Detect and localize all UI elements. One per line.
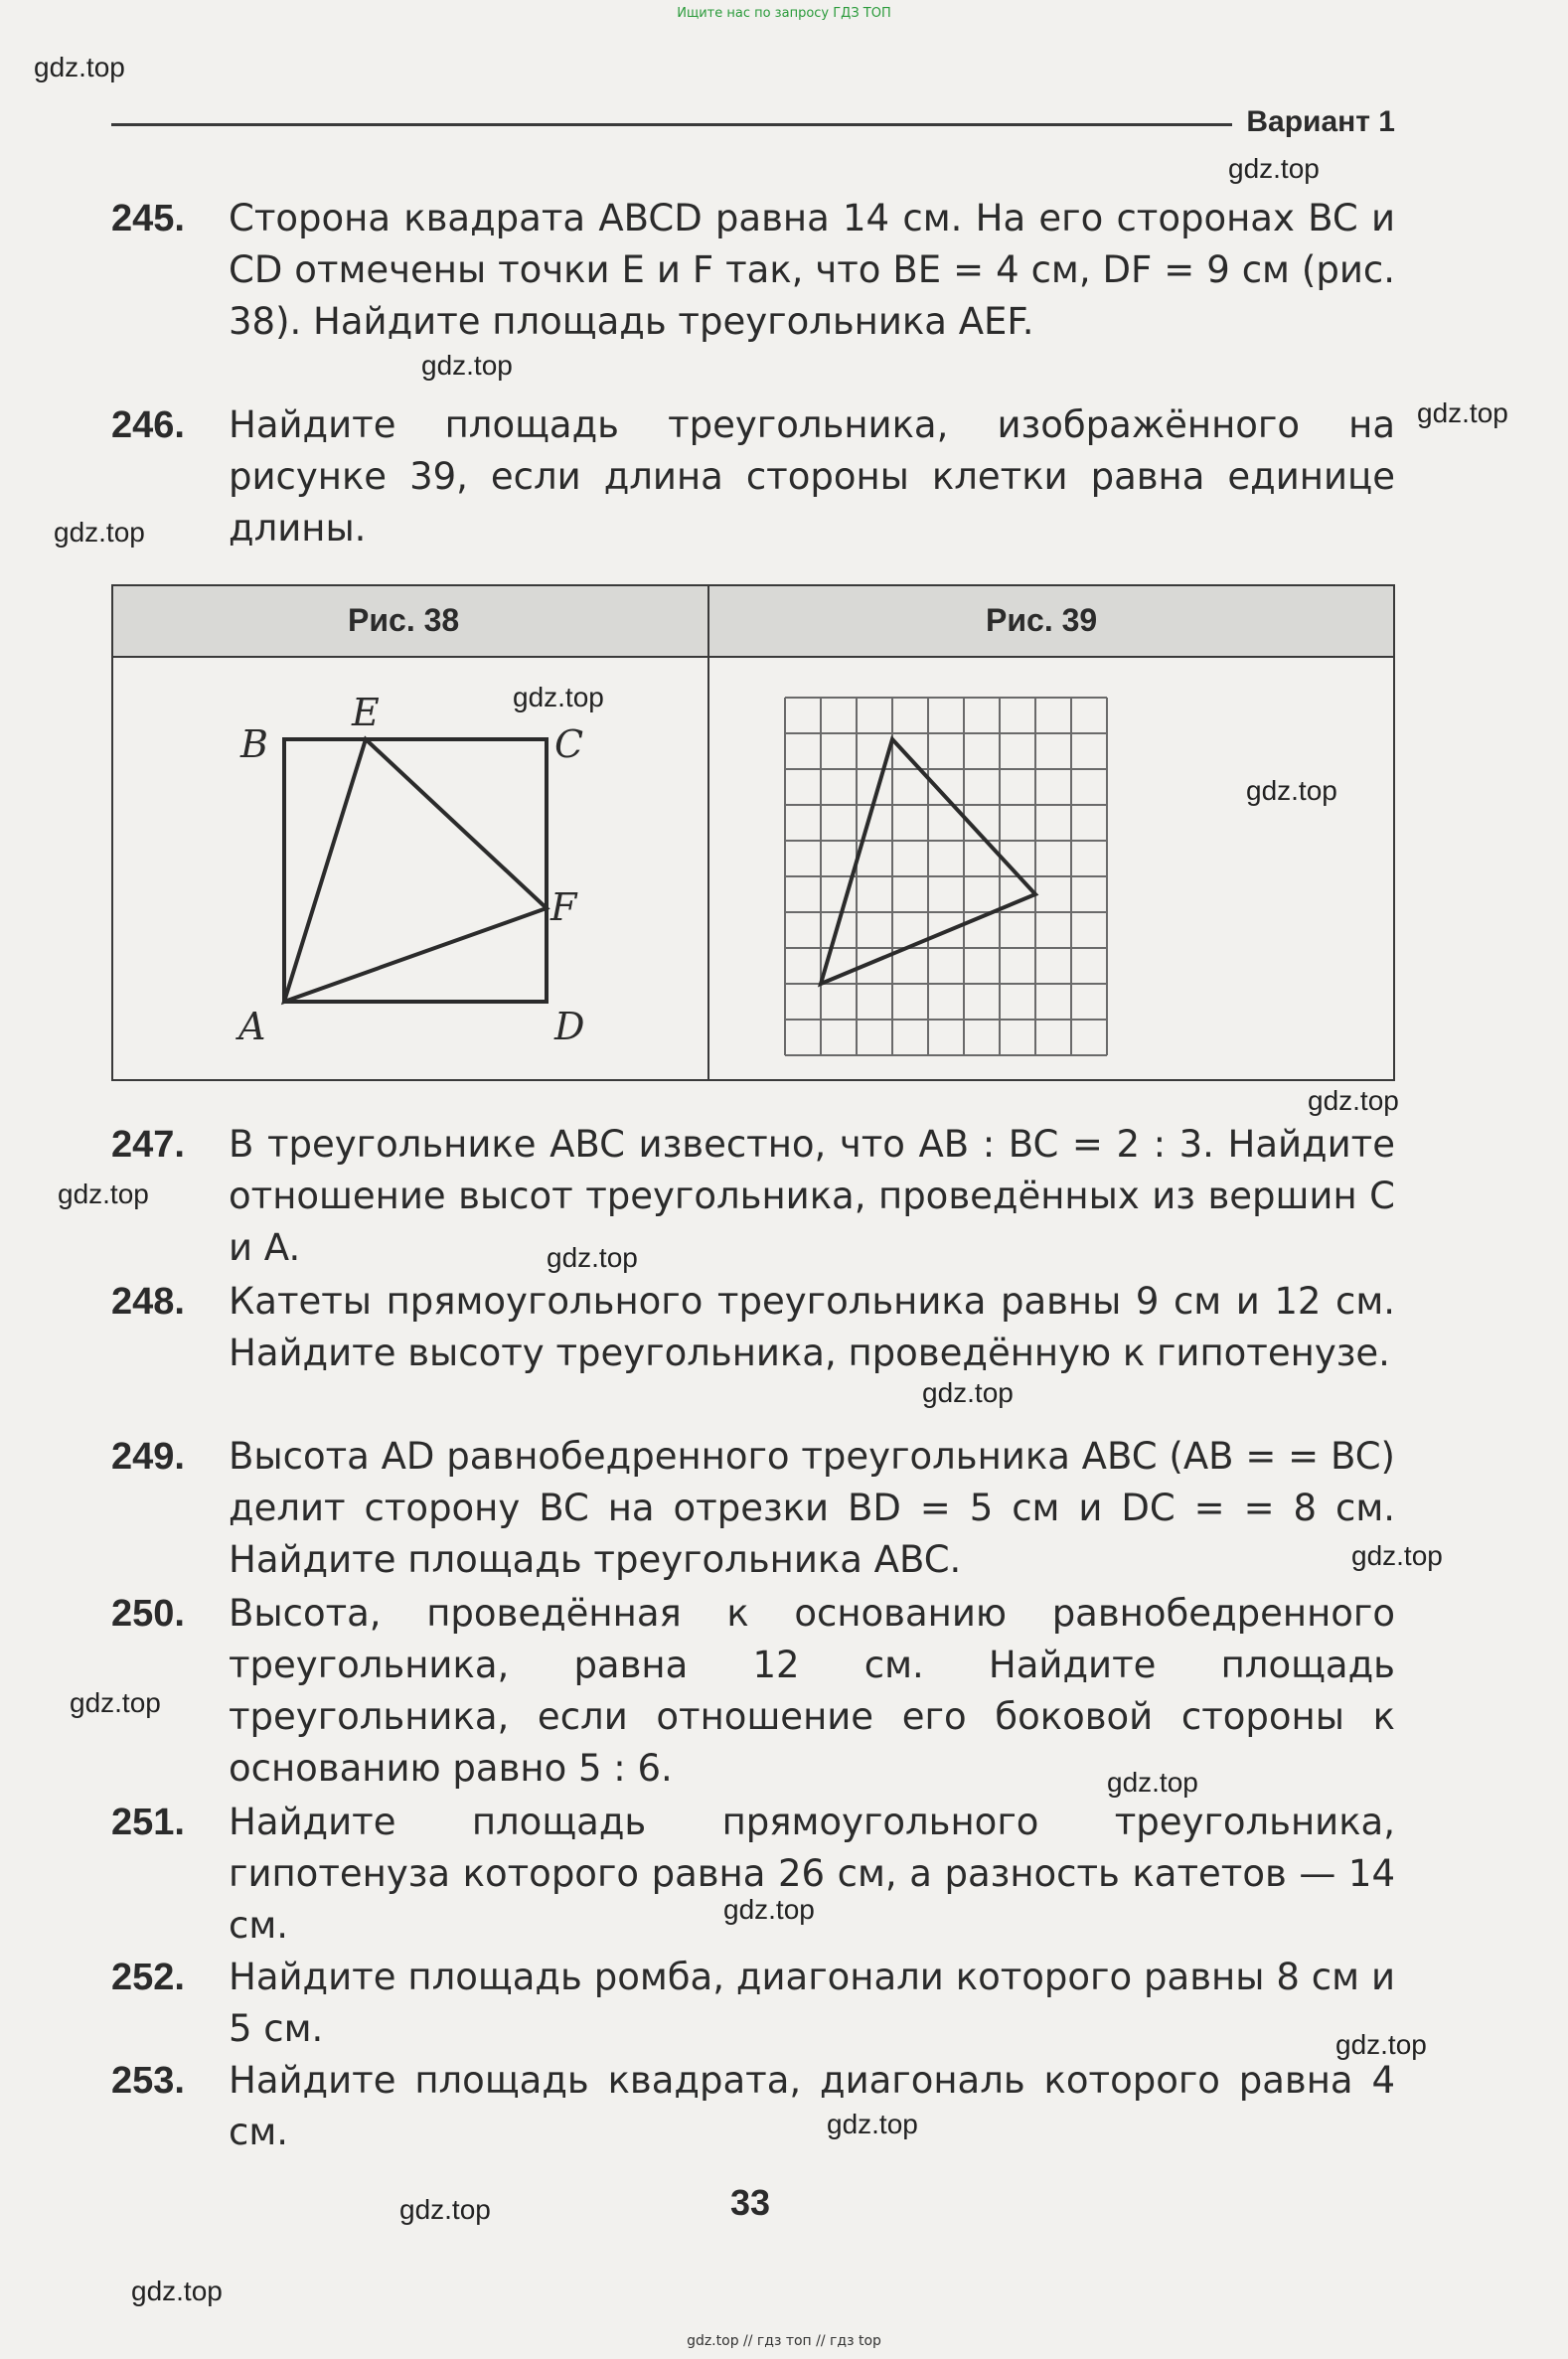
watermark: gdz.top <box>513 682 604 712</box>
problem-number: 253. <box>111 2060 185 2102</box>
problem-252 <box>111 1952 1395 2055</box>
header-rule <box>111 123 1232 126</box>
problem-number: 250. <box>111 1593 185 1635</box>
problem-251 <box>111 1797 1395 1952</box>
top-banner-text: Ищите нас по запросу ГДЗ ТОП <box>677 6 891 21</box>
problem-number: 247. <box>111 1124 185 1166</box>
problem-text: Найдите площадь прямоугольного треугольника, гипотенуза которого равна 26 см, а разность катетов — 14 см. <box>229 1801 1395 1947</box>
problem-text: Найдите площадь треугольника, изображённого на рисунке 39, если длина стороны клетки равна единице длины. <box>229 403 1395 550</box>
watermark: gdz.top <box>1351 1540 1443 1571</box>
page-number: 33 <box>730 2182 771 2223</box>
watermark: gdz.top <box>131 2276 223 2306</box>
problem-text: Катеты прямоугольного треугольника равны 9 см и 12 см. Найдите высоту треугольника, проведённую к гипотенузе. <box>229 1280 1395 1374</box>
problem-text: Высота, проведённая к основанию равнобедренного треугольника, равна 12 см. Найдите площадь треугольника, если отношение его боковой стороны к основанию равно 5 : 6. <box>229 1592 1395 1790</box>
watermark: gdz.top <box>827 2109 918 2139</box>
problem-number: 251. <box>111 1802 185 1843</box>
problem-246 <box>111 399 1395 554</box>
bottom-note: gdz.top // гдз топ // гдз top <box>687 2333 881 2349</box>
label-b: B <box>240 722 268 766</box>
problem-249 <box>111 1431 1395 1586</box>
watermark: gdz.top <box>1246 775 1337 806</box>
problem-text: Высота AD равнобедренного треугольника ABC (AB = = BC) делит сторону BC на отрезки BD = 5 см и DC = = 8 см. Найдите площадь треугольника ABC. <box>229 1435 1395 1581</box>
watermark: gdz.top <box>1308 1085 1399 1116</box>
problem-248 <box>111 1276 1395 1379</box>
problem-number: 252. <box>111 1957 185 1998</box>
problem-text: Сторона квадрата ABCD равна 14 см. На его сторонах BC и CD отмечены точки E и F так, что BE = 4 см, DF = 9 см (рис. 38). Найдите площадь треугольника AEF. <box>229 197 1395 343</box>
watermark: gdz.top <box>1228 153 1320 184</box>
watermark: gdz.top <box>54 517 145 548</box>
figure-38-diagram <box>113 656 706 1079</box>
figure-table <box>111 584 1395 1081</box>
triangle-aef <box>284 739 547 1002</box>
figure-38-caption: Рис. 38 <box>348 602 460 638</box>
problem-247 <box>111 1119 1395 1274</box>
problem-text: Найдите площадь квадрата, диагональ которого равна 4 см. <box>229 2059 1395 2153</box>
label-e: E <box>352 691 380 734</box>
problem-number: 248. <box>111 1281 185 1323</box>
watermark: gdz.top <box>723 1894 815 1925</box>
problem-number: 249. <box>111 1436 185 1478</box>
problem-text: В треугольнике ABC известно, что AB : BC = 2 : 3. Найдите отношение высот треугольника, проведённых из вершин C и A. <box>229 1123 1395 1269</box>
problem-250 <box>111 1588 1395 1795</box>
watermark: gdz.top <box>399 2194 491 2225</box>
watermark: gdz.top <box>1335 2029 1427 2060</box>
figure-table-header <box>113 586 1393 658</box>
watermark: gdz.top <box>421 350 513 381</box>
figure-39-grid <box>709 656 1393 1079</box>
variant-label: Вариант 1 <box>1246 105 1395 138</box>
problem-number: 245. <box>111 198 185 239</box>
watermark: gdz.top <box>1417 397 1508 428</box>
watermark: gdz.top <box>34 52 125 82</box>
watermark: gdz.top <box>58 1179 149 1209</box>
grid-lines <box>785 698 1107 1055</box>
label-c: C <box>554 722 584 766</box>
label-f: F <box>550 885 577 929</box>
watermark: gdz.top <box>922 1377 1014 1408</box>
label-a: A <box>238 1005 266 1048</box>
watermark: gdz.top <box>1107 1767 1198 1798</box>
problem-text: Найдите площадь ромба, диагонали которого равны 8 см и 5 см. <box>229 1956 1395 2050</box>
problem-number: 246. <box>111 404 185 446</box>
figure-39-caption: Рис. 39 <box>986 602 1098 638</box>
problem-245 <box>111 193 1395 348</box>
problem-253 <box>111 2055 1395 2158</box>
watermark: gdz.top <box>547 1242 638 1273</box>
watermark: gdz.top <box>70 1687 161 1718</box>
label-d: D <box>554 1005 585 1048</box>
